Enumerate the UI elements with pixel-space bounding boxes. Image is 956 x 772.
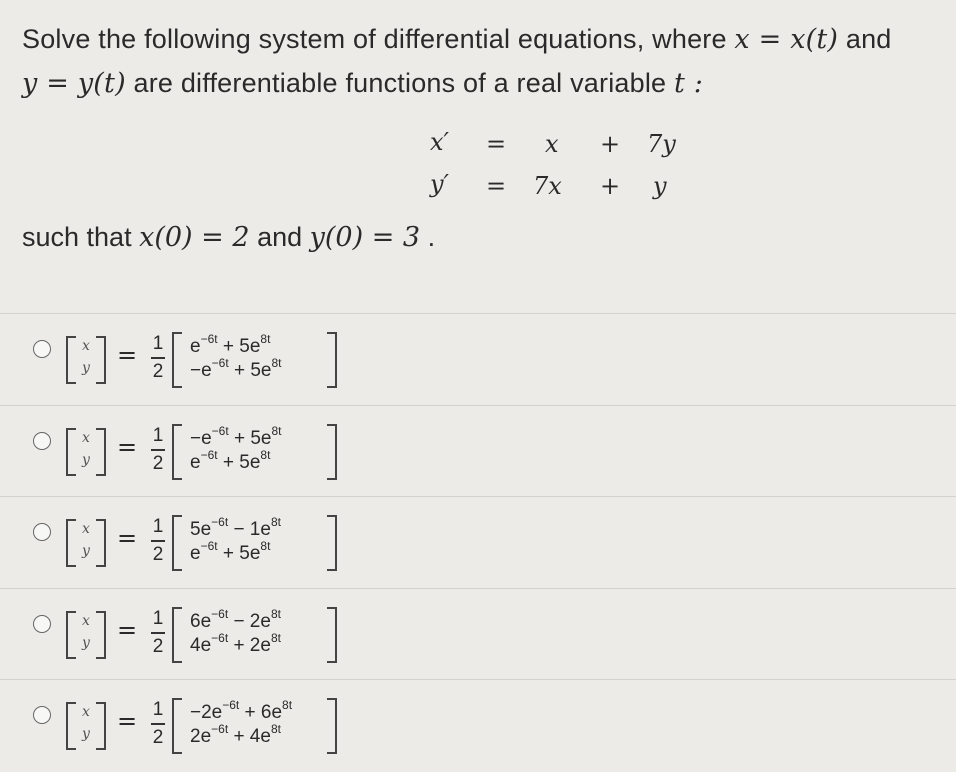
fraction-numerator: 1 [152, 699, 164, 720]
result-bracket-left [172, 332, 182, 388]
bracket-right [96, 702, 106, 750]
vector-entry-bot: $e^{-6t} + 5e^{8t}$ [190, 448, 271, 473]
bracket-left [66, 611, 76, 659]
vector-x: x [82, 430, 90, 446]
vector-entry-top: $5e^{-6t} - 1e^{8t}$ [190, 515, 281, 540]
eq1-equals: = [486, 130, 507, 158]
eq2-plus: + [600, 172, 621, 200]
initial-conditions [22, 222, 435, 253]
result-bracket-left [172, 698, 182, 754]
equals-sign: = [117, 433, 138, 461]
fraction-denominator: 2 [152, 543, 164, 565]
fraction-denominator: 2 [152, 726, 164, 748]
fraction-half [151, 699, 165, 749]
eq2-equals: = [486, 172, 507, 200]
radio-button[interactable] [33, 340, 51, 358]
vector-entry-top: $6e^{-6t} - 2e^{8t}$ [190, 607, 281, 632]
equals-sign: = [117, 341, 138, 369]
bracket-left [66, 519, 76, 567]
fraction-half [151, 608, 165, 658]
result-bracket-left [172, 515, 182, 571]
equals-sign: = [117, 707, 138, 735]
eq1-lhs: x′ [430, 128, 449, 156]
question-text-2: are differentiable functions of a real variable [133, 68, 667, 98]
math-t-var: t : [673, 68, 704, 99]
eq1-term2: 7y [647, 130, 676, 158]
vector-entry-top: $-e^{-6t} + 5e^{8t}$ [190, 424, 282, 449]
bracket-right [96, 336, 106, 384]
bracket-left [66, 702, 76, 750]
eq1-plus: + [600, 130, 621, 158]
fraction-half [151, 516, 165, 566]
vector-entry-bot: $4e^{-6t} + 2e^{8t}$ [190, 631, 281, 656]
cond-x0: x(0) = 2 [139, 222, 250, 253]
fraction-numerator: 1 [152, 333, 164, 354]
cond-y0: y(0) = 3 [309, 222, 421, 253]
vector-entry-bot: $-e^{-6t} + 5e^{8t}$ [190, 356, 282, 381]
question-text: Solve the following system of differential equations, where [22, 24, 727, 54]
radio-button[interactable] [33, 523, 51, 541]
result-bracket-left [172, 607, 182, 663]
question-line-2 [22, 68, 703, 99]
result-bracket-right [327, 698, 337, 754]
cond-period: . [427, 222, 436, 252]
eq1-term1: x [545, 130, 559, 158]
vector-entry-bot: $2e^{-6t} + 4e^{8t}$ [190, 722, 281, 747]
fraction-numerator: 1 [152, 425, 164, 446]
radio-button[interactable] [33, 615, 51, 633]
fraction-numerator: 1 [152, 608, 164, 629]
answer-option[interactable] [0, 313, 956, 406]
cond-text: such that [22, 222, 132, 252]
vector-entry-bot: $e^{-6t} + 5e^{8t}$ [190, 539, 271, 564]
result-bracket-right [327, 332, 337, 388]
bracket-left [66, 336, 76, 384]
radio-button[interactable] [33, 432, 51, 450]
fraction-half [151, 425, 165, 475]
answer-option[interactable] [0, 679, 956, 772]
fraction-denominator: 2 [152, 635, 164, 657]
fraction-half [151, 333, 165, 383]
vector-y: y [82, 726, 90, 742]
vector-entry-top: $-2e^{-6t} + 6e^{8t}$ [190, 698, 293, 723]
equals-sign: = [117, 616, 138, 644]
equals-sign: = [117, 524, 138, 552]
result-bracket-left [172, 424, 182, 480]
vector-x: x [82, 704, 90, 720]
eq2-lhs: y′ [430, 170, 450, 198]
bracket-right [96, 611, 106, 659]
fraction-denominator: 2 [152, 360, 164, 382]
vector-entry-top: $e^{-6t} + 5e^{8t}$ [190, 332, 271, 357]
vector-y: y [82, 635, 90, 651]
vector-y: y [82, 360, 90, 376]
vector-y: y [82, 543, 90, 559]
vector-x: x [82, 338, 90, 354]
bracket-right [96, 428, 106, 476]
fraction-denominator: 2 [152, 452, 164, 474]
question-and: and [845, 24, 892, 54]
math-x-def: x = x(t) [734, 24, 839, 55]
result-bracket-right [327, 424, 337, 480]
question-line-1 [22, 24, 892, 55]
radio-button[interactable] [33, 706, 51, 724]
result-bracket-right [327, 607, 337, 663]
vector-x: x [82, 521, 90, 537]
answer-option[interactable] [0, 588, 956, 681]
bracket-right [96, 519, 106, 567]
math-y-def: y = y(t) [22, 68, 126, 99]
vector-y: y [82, 452, 90, 468]
result-bracket-right [327, 515, 337, 571]
bracket-left [66, 428, 76, 476]
fraction-numerator: 1 [152, 516, 164, 537]
answer-option[interactable] [0, 496, 956, 589]
answer-option[interactable] [0, 405, 956, 498]
eq2-term1: 7x [533, 172, 562, 200]
vector-x: x [82, 613, 90, 629]
eq2-term2: y [653, 172, 667, 200]
cond-and: and [257, 222, 303, 252]
